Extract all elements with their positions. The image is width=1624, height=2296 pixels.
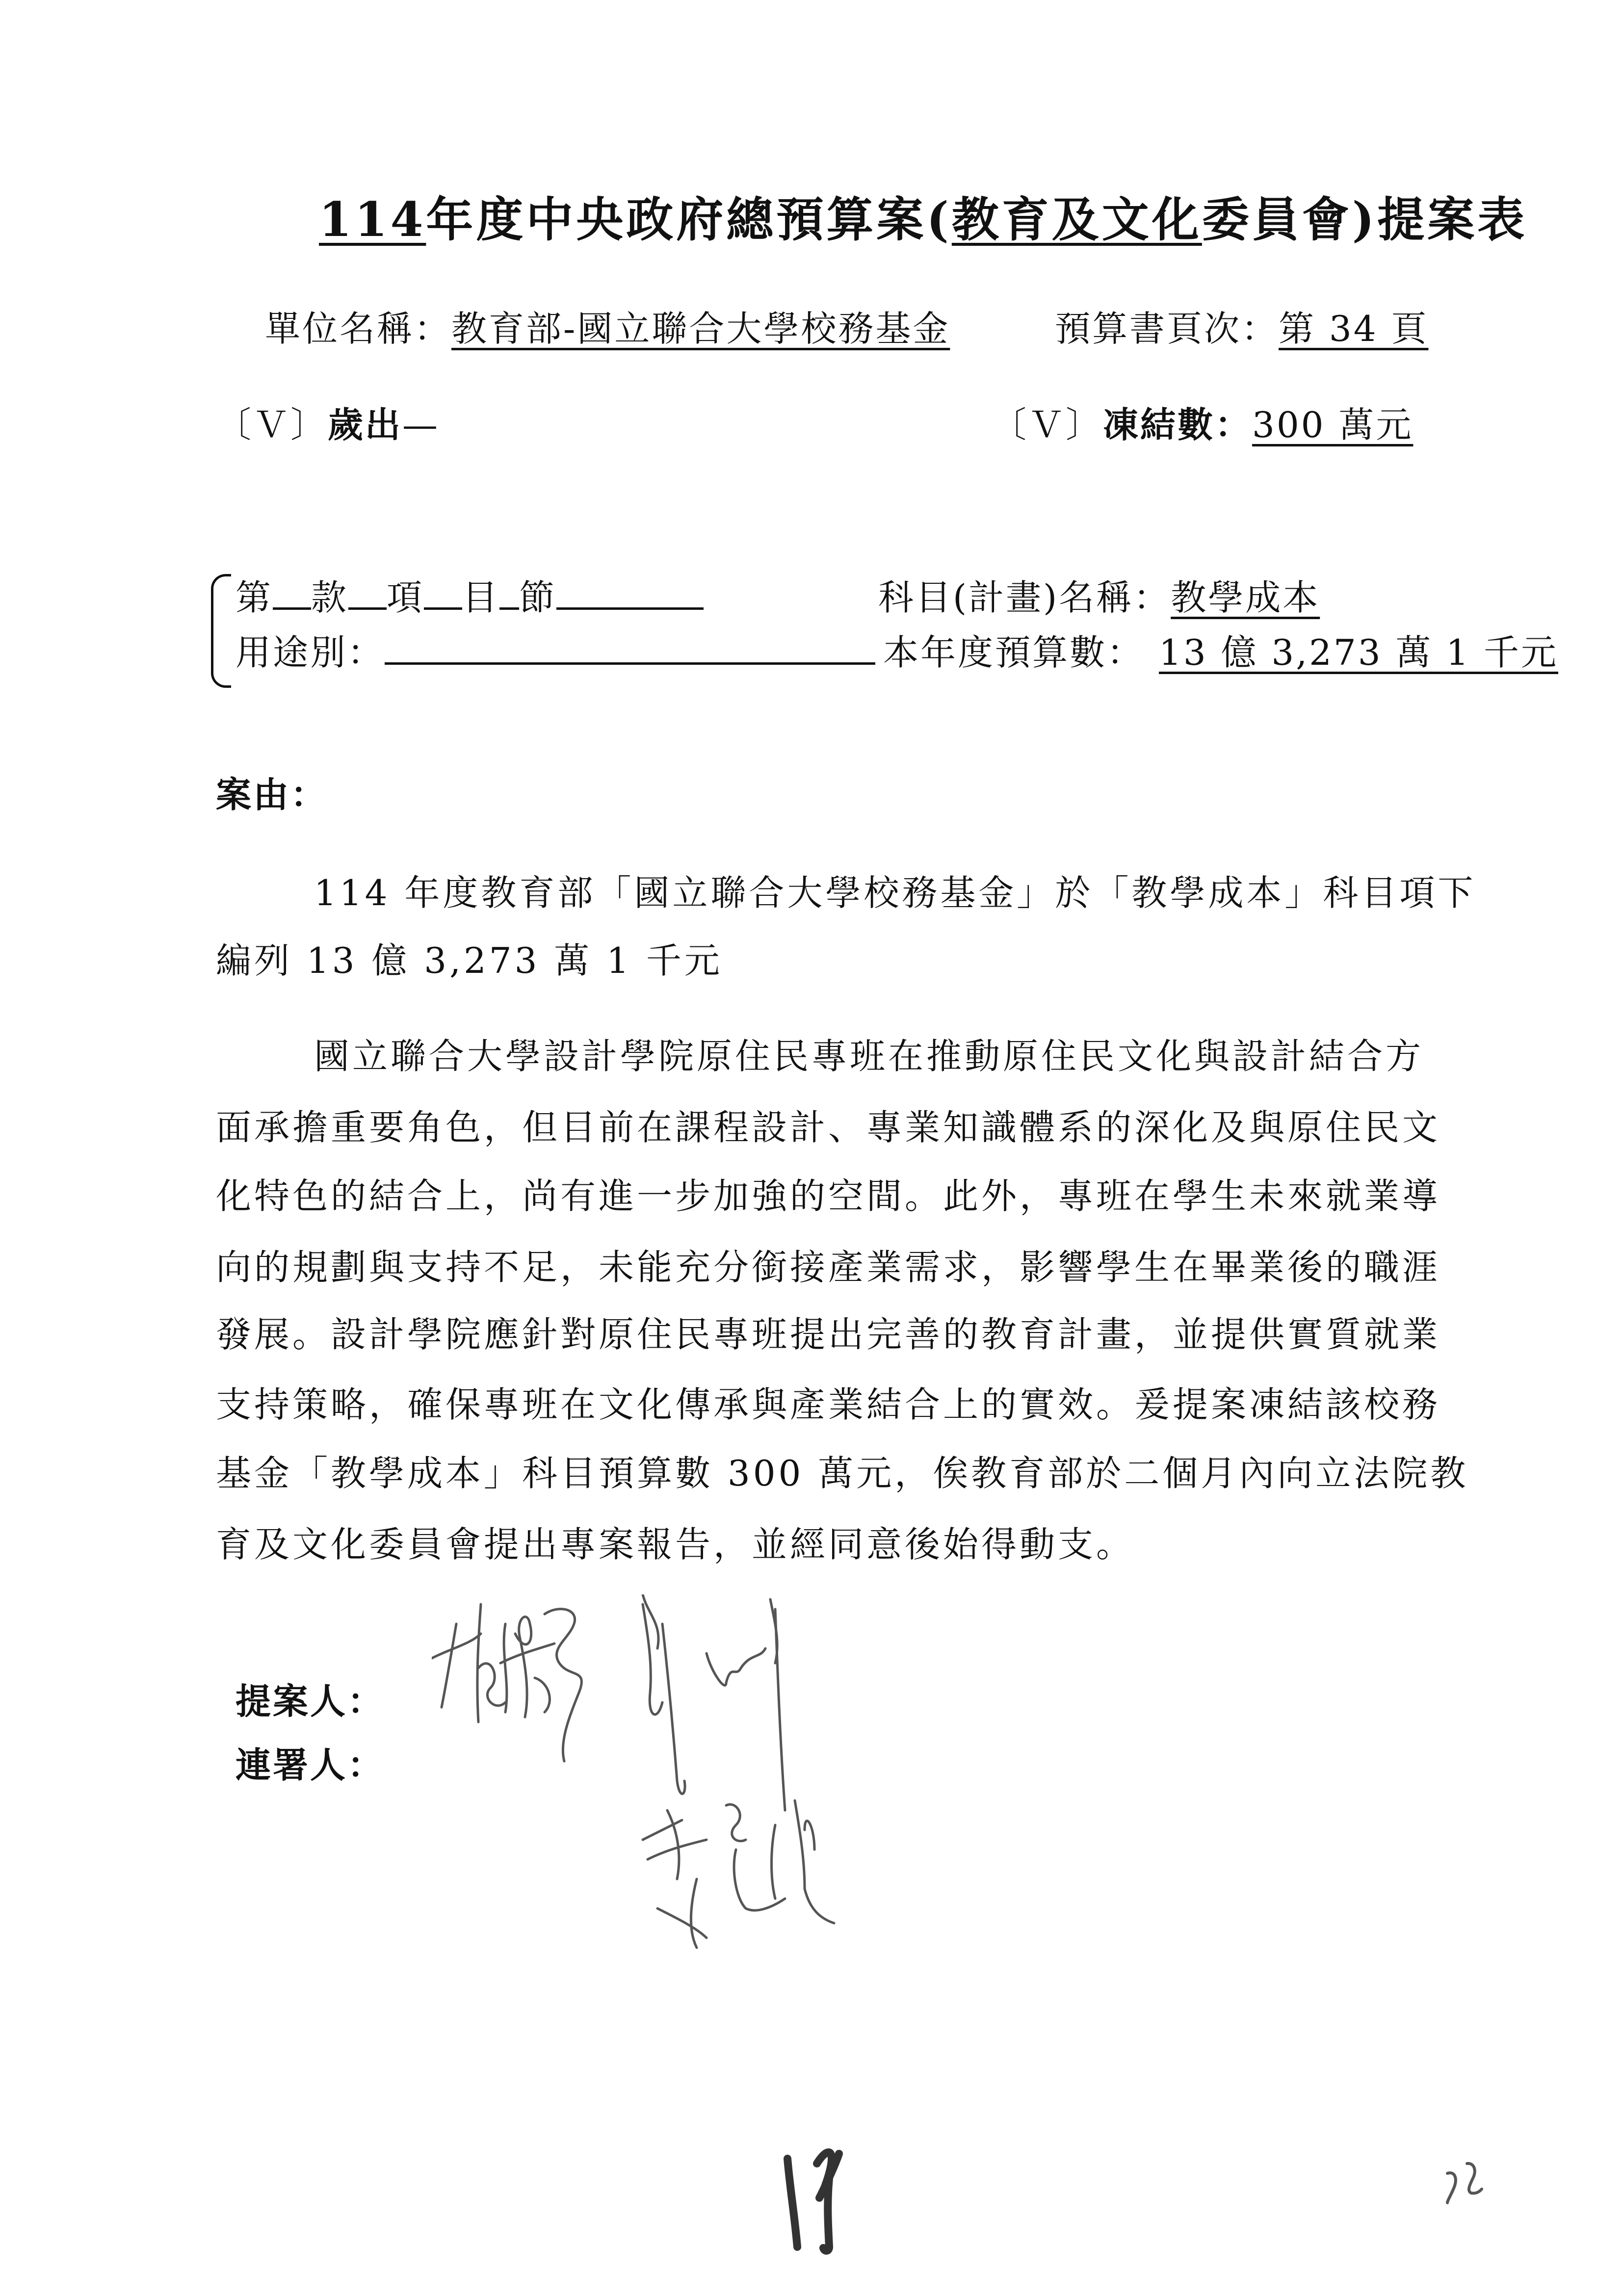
blank-jie[interactable] [499,607,519,610]
signature-drawing [432,1594,1168,1987]
reason-label: 案由： [216,774,328,815]
title-part2: 委員會)提案表 [1202,192,1528,247]
budget-label: 本年度預算數： [883,632,1145,673]
usage-label: 用途別： [236,632,385,673]
freeze-label: 凍結數： [1103,404,1253,445]
expenditure-dash: — [402,404,440,445]
left-bracket [211,574,231,688]
form-title [319,183,1527,250]
title-part1: 年度中央政府總預算案( [426,192,952,247]
expenditure-label: 歲出 [328,404,403,445]
reason-para2-line7: 基金「教學成本」科目預算數 300 萬元，俟教育部於二個月內向立法院教 [216,1453,1469,1494]
page-number-17-drawing [775,2139,893,2257]
usage-blank[interactable] [385,662,875,665]
label-xiang: 項 [387,577,424,618]
budget-row [883,624,1558,675]
expenditure-option [216,396,440,447]
unit-row [265,300,950,351]
label-kuan: 款 [311,577,349,618]
cosigner-label: 連署人： [236,1744,385,1786]
handwritten-corner-number [1442,2159,1487,2208]
freeze-option [991,396,1487,447]
subject-value: 教學成本 [1171,577,1320,618]
label-mu: 目 [462,577,500,618]
reason-para2-line1: 國立聯合大學設計學院原住民專班在推動原住民文化與設計結合方 [314,1036,1424,1077]
subject-row [878,569,1433,620]
reason-para2-line4: 向的規劃與支持不足，未能充分銜接產業需求，影響學生在畢業後的職涯 [216,1247,1441,1288]
budget-value: 13 億 3,273 萬 1 千元 [1159,632,1558,673]
title-committee: 教育及文化 [951,192,1202,247]
reason-para2-line2: 面承擔重要角色，但目前在課程設計、專業知識體系的深化及與原住民文 [216,1107,1441,1148]
handwritten-signatures [432,1594,1168,1987]
expenditure-checkbox[interactable]: 〔Ｖ〕 [216,404,328,445]
subject-label: 科目(計畫)名稱： [878,577,1171,618]
reason-para2-line5: 發展。設計學院應針對原住民專班提出完善的教育計畫，並提供實質就業 [216,1314,1441,1355]
page-ref-value: 第 34 頁 [1279,308,1429,349]
label-jie: 節 [519,577,557,618]
classification-row [236,569,704,620]
freeze-value: 300 萬元 [1252,404,1414,445]
blank-kuan[interactable] [273,607,311,610]
reason-para2-line8: 育及文化委員會提出專案報告，並經同意後始得動支。 [216,1524,1135,1565]
unit-value: 教育部-國立聯合大學校務基金 [451,308,950,349]
unit-label: 單位名稱： [265,308,452,349]
page-number-22-drawing [1442,2159,1487,2208]
blank-xiang[interactable] [348,607,387,610]
blank-jie-value[interactable] [556,607,704,610]
label-di: 第 [236,577,273,618]
reason-para1-line2: 編列 13 億 3,273 萬 1 千元 [216,940,723,981]
reason-para2-line6: 支持策略，確保專班在文化傳承與產業結合上的實效。爰提案凍結該校務 [216,1384,1441,1425]
proposer-label: 提案人： [236,1680,385,1722]
freeze-checkbox[interactable]: 〔Ｖ〕 [991,404,1103,445]
usage-row [236,624,875,675]
handwritten-page-number [775,2139,893,2257]
page-ref [1055,300,1428,351]
reason-para2-line3: 化特色的結合上，尚有進一步加強的空間。此外，專班在學生未來就業導 [216,1175,1441,1217]
page-ref-label: 預算書頁次： [1055,308,1279,349]
title-year: 114 [319,192,426,247]
blank-mu[interactable] [424,607,462,610]
reason-para1-line1: 114 年度教育部「國立聯合大學校務基金」於「教學成本」科目項下 [314,872,1476,913]
